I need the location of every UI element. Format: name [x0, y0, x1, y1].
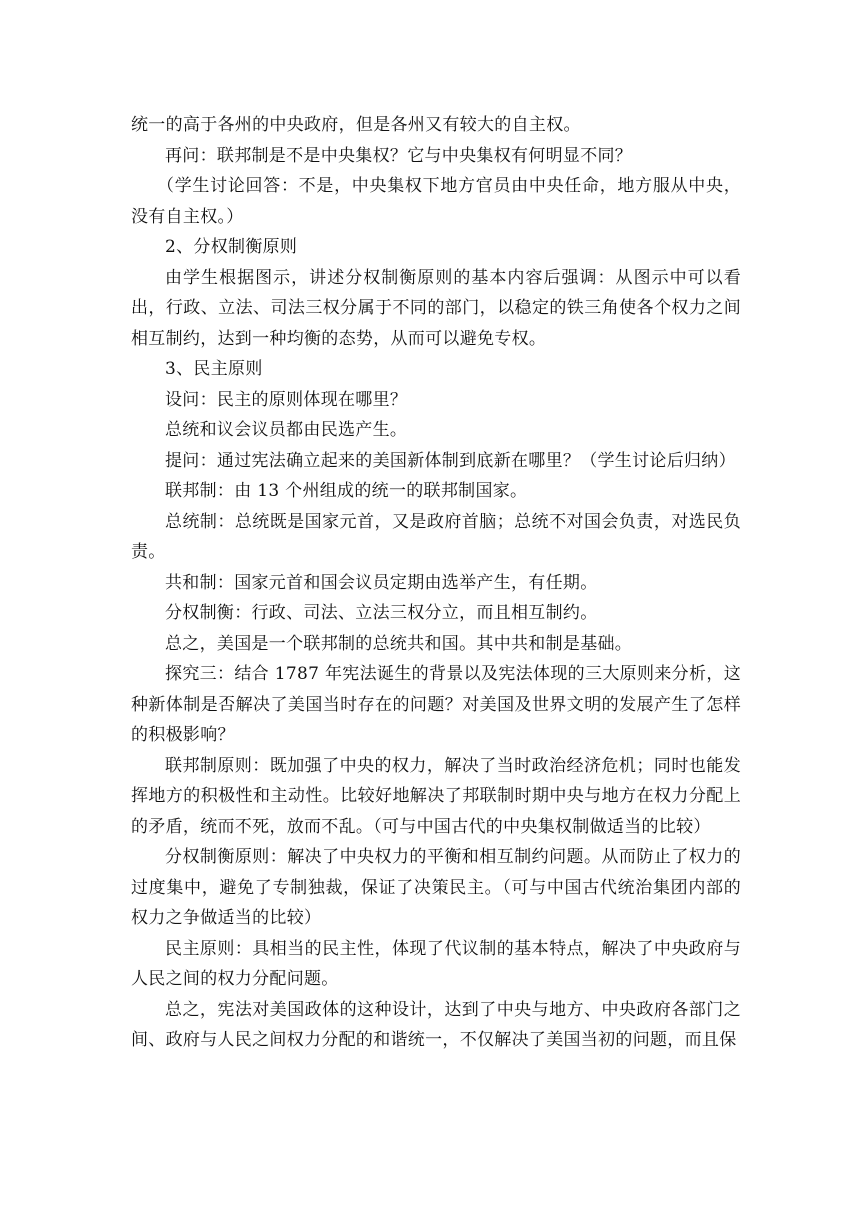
paragraph-democracy-question: 设问：民主的原则体现在哪里？ [165, 389, 408, 410]
paragraph-summary: 总之，美国是一个联邦制的总统共和国。其中共和制是基础。 [165, 633, 633, 654]
paragraph-separation-of-powers: 由学生根据图示，讲述分权制衡原则的基本内容后强调：从图示中可以看出，行政、立法、司法三权分属于不同的部门，以稳定的铁三角使各个权力之间相互制约，达到一种均衡的态势，从而可以避免专权。 [131, 267, 741, 349]
paragraph-conclusion: 总之，宪法对美国政体的这种设计，达到了中央与地方、中央政府各部门之间、政府与人民之间权力分配的和谐统一，不仅解决了美国当初的问题，而且保 [131, 999, 741, 1050]
paragraph-democracy-answer: 总统和议会议员都由民选产生。 [165, 420, 408, 440]
paragraph-separation-principle: 分权制衡原则：解决了中央权力的平衡和相互制约问题。从而防止了权力的过度集中，避免了专制独裁，保证了决策民主。（可与中国古代统治集团内部的权力之争做适当的比较） [131, 847, 741, 928]
paragraph-student-answer: （学生讨论回答：不是，中央集权下地方官员由中央任命，地方服从中央，没有自主权。） [131, 176, 741, 227]
section-heading-democracy: 3、民主原则 [165, 359, 263, 379]
paragraph-continuation: 统一的高于各州的中央政府，但是各州又有较大的自主权。 [131, 115, 581, 135]
paragraph-inquiry-three: 探究三：结合 1787 年宪法诞生的背景以及宪法体现的三大原则来分析，这种新体制是否解决了美国当时存在的问题？对美国及世界文明的发展产生了怎样的积极影响？ [131, 664, 741, 745]
paragraph-question-centralization: 再问：联邦制是不是中央集权？它与中央集权有何明显不同？ [165, 145, 633, 166]
section-heading-separation-of-powers: 2、分权制衡原则 [165, 237, 298, 257]
paragraph-republic: 共和制：国家元首和国会议员定期由选举产生，有任期。 [165, 572, 598, 593]
paragraph-federalism-principle: 联邦制原则：既加强了中央的权力，解决了当时政治经济危机；同时也能发挥地方的积极性和主动性。比较好地解决了邦联制时期中央与地方在权力分配上的矛盾，统而不死，放而不乱。（可与中国古代的中央集权制做适当的比较） [131, 755, 741, 837]
paragraph-federalism: 联邦制：由 13 个州组成的统一的联邦制国家。 [165, 481, 528, 501]
paragraph-presidential-system: 总统制：总统既是国家元首，又是政府首脑；总统不对国会负责，对选民负责。 [131, 511, 741, 562]
paragraph-new-system-question: 提问：通过宪法确立起来的美国新体制到底新在哪里？（学生讨论后归纳） [165, 450, 736, 471]
document-body [131, 110, 741, 1056]
paragraph-checks-balances: 分权制衡：行政、司法、立法三权分立，而且相互制约。 [165, 603, 598, 623]
paragraph-democracy-principle: 民主原则：具相当的民主性，体现了代议制的基本特点，解决了中央政府与人民之间的权力分配问题。 [131, 938, 741, 989]
